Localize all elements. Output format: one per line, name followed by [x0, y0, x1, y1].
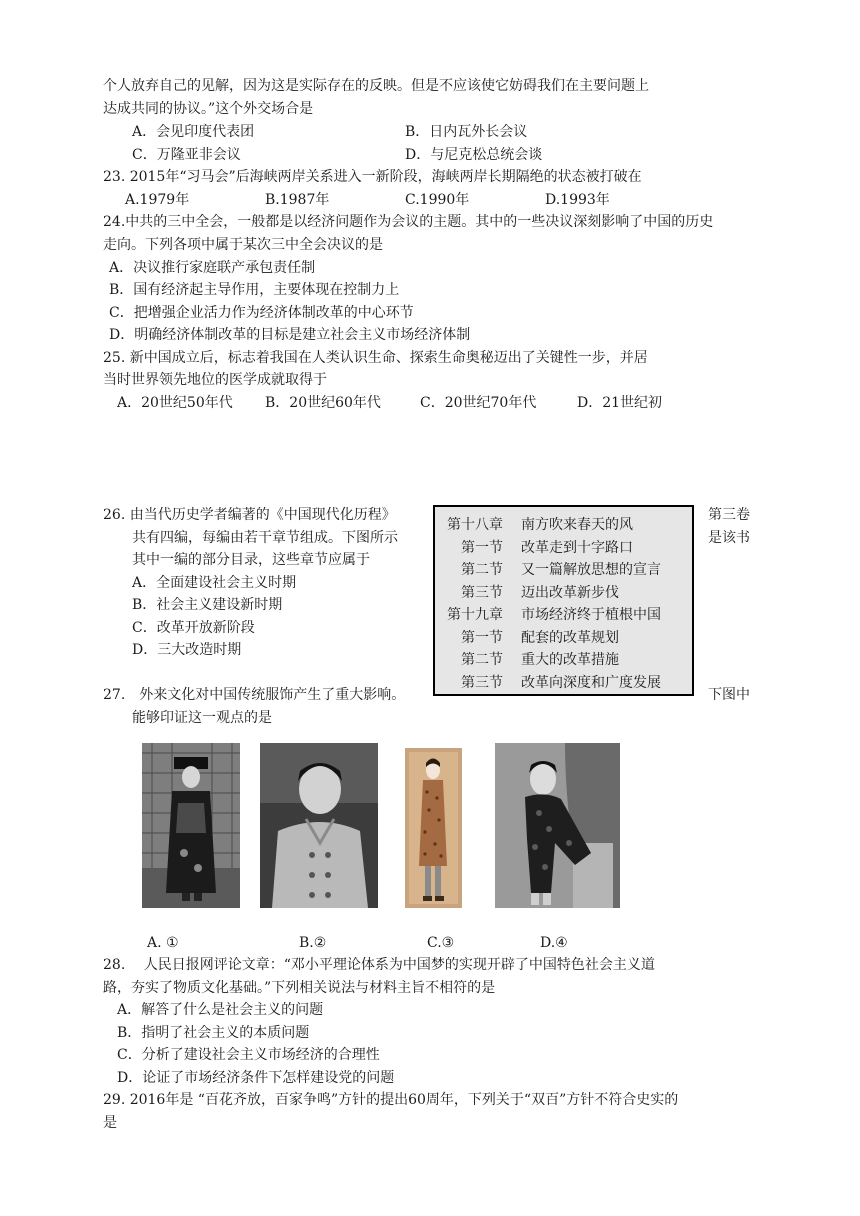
q24-stem-line1: 24.中共的三中全会，一般都是以经济问题作为会议的主题。其中的一些决议深刻影响了中国的历史	[103, 214, 714, 230]
toc-title: 市场经济终于植根中国	[521, 607, 661, 623]
q28-option-c: C．分析了建设社会主义市场经济的合理性	[117, 1047, 380, 1063]
q25-stem-line2: 当时世界领先地位的医学成就取得于	[103, 372, 327, 388]
q26-stem-line2-right: 是该书	[708, 530, 750, 546]
toc-section: 第二节	[461, 562, 503, 578]
toc-row	[447, 628, 619, 648]
q25-option-b: B．20世纪60年代	[265, 395, 381, 411]
toc-section: 第一节	[461, 630, 503, 646]
q28-stem-line2: 路，夯实了物质文化基础。”下列相关说法与材料主旨不相符的是	[103, 980, 496, 996]
toc-title: 迈出改革新步伐	[521, 585, 619, 601]
q23-stem: 23. 2015年“习马会”后海峡两岸关系进入一新阶段，海峡两岸长期隔绝的状态被打破在	[103, 169, 642, 185]
toc-section: 第三节	[461, 675, 503, 691]
toc-section: 第三节	[461, 585, 503, 601]
q25-option-d: D．21世纪初	[577, 395, 663, 411]
q24-option-c: C．把增强企业活力作为经济体制改革的中心环节	[109, 305, 414, 321]
toc-section: 第二节	[461, 652, 503, 668]
q28-option-a: A．解答了什么是社会主义的问题	[117, 1002, 324, 1018]
q29-stem-line2: 是	[103, 1115, 117, 1131]
q28-option-b: B．指明了社会主义的本质问题	[117, 1025, 310, 1041]
q27-option-b: B.②	[299, 935, 327, 951]
q24-option-d: D．明确经济体制改革的目标是建立社会主义市场经济体制	[109, 327, 471, 343]
q26-option-a: A．全面建设社会主义时期	[132, 575, 297, 591]
toc-chapter: 第十九章	[447, 607, 503, 623]
toc-section: 第一节	[461, 540, 503, 556]
q23-option-d: D.1993年	[545, 192, 610, 208]
q26-option-b: B．社会主义建设新时期	[132, 597, 283, 613]
q26-option-d: D．三大改造时期	[132, 642, 242, 658]
q23-option-c: C.1990年	[405, 192, 470, 208]
q24-option-b: B．国有经济起主导作用，主要体现在控制力上	[109, 282, 400, 298]
toc-title: 南方吹来春天的风	[521, 517, 633, 533]
toc-row	[447, 650, 619, 670]
table-of-contents-box	[433, 505, 694, 696]
q28-stem-line1: 28. 人民日报网评论文章：“邓小平理论体系为中国梦的实现开辟了中国特色社会主义道	[103, 957, 655, 973]
q27-stem-line1: 27. 外来文化对中国传统服饰产生了重大影响。	[103, 687, 406, 703]
q24-stem-line2: 走向。下列各项中属于某次三中全会决议的是	[103, 237, 383, 253]
q25-option-c: C．20世纪70年代	[420, 395, 537, 411]
toc-title: 又一篇解放思想的宣言	[521, 562, 661, 578]
toc-row	[447, 515, 633, 535]
toc-title: 配套的改革规划	[521, 630, 619, 646]
q22-stem-line1: 个人放弃自己的见解，因为这是实际存在的反映。但是不应该使它妨碍我们在主要问题上	[103, 78, 649, 94]
toc-row	[447, 673, 661, 693]
photo-2-lenin-suit	[260, 743, 378, 908]
q27-stem-line2: 能够印证这一观点的是	[132, 710, 272, 726]
q25-option-a: A．20世纪50年代	[117, 395, 233, 411]
q22-option-a: A．会见印度代表团	[132, 124, 255, 140]
q23-option-b: B.1987年	[265, 192, 330, 208]
toc-title: 改革向深度和广度发展	[521, 675, 661, 691]
toc-row	[447, 560, 661, 580]
toc-title: 改革走到十字路口	[521, 540, 633, 556]
toc-row	[447, 605, 661, 625]
photo-3-qipao	[405, 748, 462, 908]
q26-stem-line3: 其中一编的部分目录，这些章节应属于	[132, 552, 370, 568]
toc-row	[447, 538, 633, 558]
q26-stem-line2: 共有四编，每编由若干章节组成。下图所示	[132, 530, 398, 546]
toc-row	[447, 583, 619, 603]
q22-option-b: B．日内瓦外长会议	[405, 124, 528, 140]
q29-stem-line1: 29. 2016年是 “百花齐放，百家争鸣”方针的提出60周年，下列关于“双百”方针不符合史实的	[103, 1092, 679, 1108]
q23-option-a: A.1979年	[125, 192, 190, 208]
q22-option-c: C．万隆亚非会议	[132, 147, 241, 163]
q26-stem-line1-right: 第三卷	[708, 507, 750, 523]
q22-option-d: D．与尼克松总统会谈	[405, 147, 543, 163]
q26-stem-line1: 26. 由当代历史学者编著的《中国现代化历程》	[103, 507, 396, 523]
q27-stem-line1-right: 下图中	[708, 687, 750, 703]
toc-title: 重大的改革措施	[521, 652, 619, 668]
toc-chapter: 第十八章	[447, 517, 503, 533]
q27-option-d: D.④	[540, 935, 568, 951]
photo-4-qipao-portrait	[495, 743, 620, 908]
q26-option-c: C．改革开放新阶段	[132, 620, 255, 636]
q27-option-c: C.③	[427, 935, 455, 951]
q22-stem-line2: 达成共同的协议。”这个外交场合是	[103, 101, 314, 117]
q24-option-a: A．决议推行家庭联产承包责任制	[109, 260, 316, 276]
q28-option-d: D．论证了市场经济条件下怎样建设党的问题	[117, 1070, 395, 1086]
photo-1-qing-dress	[142, 743, 240, 908]
q27-option-a: A. ①	[147, 935, 179, 951]
q25-stem-line1: 25. 新中国成立后，标志着我国在人类认识生命、探索生命奥秘迈出了关键性一步，并居	[103, 350, 648, 366]
